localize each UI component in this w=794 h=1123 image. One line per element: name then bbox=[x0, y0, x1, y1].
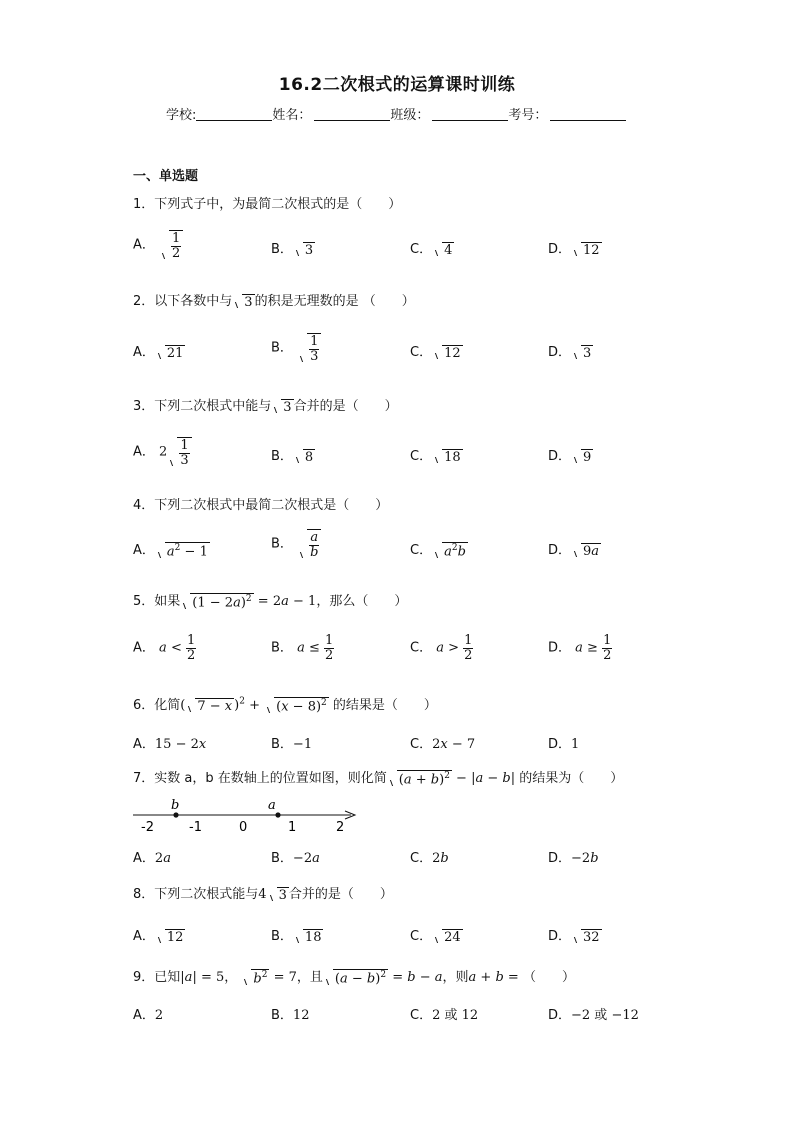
q4-option-b[interactable]: B． $\frac{a}{b}$ bbox=[271, 529, 321, 559]
tick-label-0: 0 bbox=[239, 820, 248, 835]
q2-option-c[interactable]: C． 12 bbox=[410, 345, 461, 361]
name-label: 姓名： bbox=[272, 108, 312, 123]
q7-option-b[interactable]: B．−2a bbox=[271, 851, 320, 866]
q6-option-d[interactable]: D．1 bbox=[548, 737, 580, 752]
q7-option-c[interactable]: C．2b bbox=[410, 851, 449, 866]
number-label: 考号： bbox=[508, 108, 548, 123]
point-a-label: a bbox=[268, 798, 276, 813]
question-8-stem: 8．下列二次根式能与4 3 合并的是（ ） bbox=[133, 887, 393, 903]
tick-label-neg2: -2 bbox=[141, 820, 154, 835]
q5-option-a[interactable]: A． a < $\frac{1}{2}$ bbox=[133, 633, 196, 663]
q3-option-c[interactable]: C． 18 bbox=[410, 449, 461, 465]
q8-option-c[interactable]: C． 24 bbox=[410, 929, 461, 945]
question-1-stem: 1．下列式子中，为最简二次根式的是（ ） bbox=[133, 197, 402, 212]
q2-option-b[interactable]: B． $\frac{1}{3}$ bbox=[271, 333, 321, 363]
point-b-dot bbox=[173, 812, 178, 817]
class-label: 班级： bbox=[390, 108, 430, 123]
q2-option-a[interactable]: A． 21 bbox=[133, 345, 184, 361]
school-blank[interactable] bbox=[196, 107, 272, 121]
q3-option-b[interactable]: B． 8 bbox=[271, 449, 314, 465]
question-6-stem: 6．化简( 7 − x )$^2 + (x - 8)^2$ 的结果是（ ） bbox=[133, 696, 437, 715]
q9-option-c[interactable]: C．2 或 12 bbox=[410, 1008, 479, 1023]
number-line bbox=[131, 798, 361, 838]
q9-option-b[interactable]: B．12 bbox=[271, 1008, 310, 1023]
point-b-label: b bbox=[171, 798, 180, 813]
class-blank[interactable] bbox=[432, 107, 508, 121]
q8-option-b[interactable]: B． 18 bbox=[271, 929, 322, 945]
number-blank[interactable] bbox=[550, 107, 626, 121]
question-5-stem: 5．如果 $(1 - 2a)^2 = 2a - 1$，那么（ ） bbox=[133, 594, 408, 611]
section-heading: 一、单选题 bbox=[133, 169, 199, 184]
question-7-stem: 7．实数 a，b 在数轴上的位置如图，则化简 $(a + b)^2 - |a - b|$ 的结果为（ ） bbox=[133, 771, 624, 788]
q1-option-d[interactable]: D． 12 bbox=[548, 242, 600, 258]
student-info-line bbox=[166, 104, 626, 123]
tick-label-1: 1 bbox=[288, 820, 297, 835]
q5-option-d[interactable]: D． a ≥ $\frac{1}{2}$ bbox=[548, 633, 612, 663]
q1-option-a[interactable]: A． $\frac{1}{2}$ bbox=[133, 230, 183, 260]
q4-option-d[interactable]: D． 9a bbox=[548, 543, 600, 559]
q8-option-d[interactable]: D． 32 bbox=[548, 929, 600, 945]
tick-label-neg1: -1 bbox=[189, 820, 202, 835]
question-2-stem: 2．以下各数中与 3 的积是无理数的是 （ ） bbox=[133, 294, 415, 310]
q5-option-c[interactable]: C． a > $\frac{1}{2}$ bbox=[410, 633, 473, 663]
q3-option-a[interactable]: A． 2 $\frac{1}{3}$ bbox=[133, 437, 192, 467]
q6-option-b[interactable]: B．−1 bbox=[271, 737, 313, 752]
q6-option-c[interactable]: C．2x − 7 bbox=[410, 737, 476, 752]
q7-option-d[interactable]: D．−2b bbox=[548, 851, 599, 866]
tick-label-2: 2 bbox=[336, 820, 345, 835]
q4-option-a[interactable]: A． $a^2 - 1$ bbox=[133, 543, 208, 560]
question-9-stem: 9．已知|a| = 5， $b^2 = 7$，且 $(a - b)^2 = b - a$，则a + b = （ ） bbox=[133, 970, 575, 987]
q9-option-d[interactable]: D．−2 或 −12 bbox=[548, 1008, 639, 1023]
q9-option-a[interactable]: A．2 bbox=[133, 1008, 164, 1023]
q2-option-d[interactable]: D． 3 bbox=[548, 345, 592, 361]
page-title: 16.2二次根式的运算课时训练 bbox=[278, 75, 516, 95]
point-a-dot bbox=[275, 812, 280, 817]
q7-option-a[interactable]: A．2a bbox=[133, 851, 171, 866]
q4-option-c[interactable]: C． $a^2b$ bbox=[410, 543, 466, 560]
q1-option-c[interactable]: C． 4 bbox=[410, 242, 453, 258]
q6-option-a[interactable]: A．15 − 2x bbox=[133, 737, 207, 752]
q8-option-a[interactable]: A． 12 bbox=[133, 929, 184, 945]
q1-option-b[interactable]: B． 3 bbox=[271, 242, 314, 258]
question-3-stem: 3．下列二次根式中能与 3 合并的是（ ） bbox=[133, 399, 398, 415]
q5-option-b[interactable]: B． a ≤ $\frac{1}{2}$ bbox=[271, 633, 334, 663]
school-label: 学校: bbox=[166, 108, 197, 123]
name-blank[interactable] bbox=[314, 107, 390, 121]
q3-option-d[interactable]: D． 9 bbox=[548, 449, 592, 465]
question-4-stem: 4．下列二次根式中最简二次根式是（ ） bbox=[133, 498, 389, 513]
